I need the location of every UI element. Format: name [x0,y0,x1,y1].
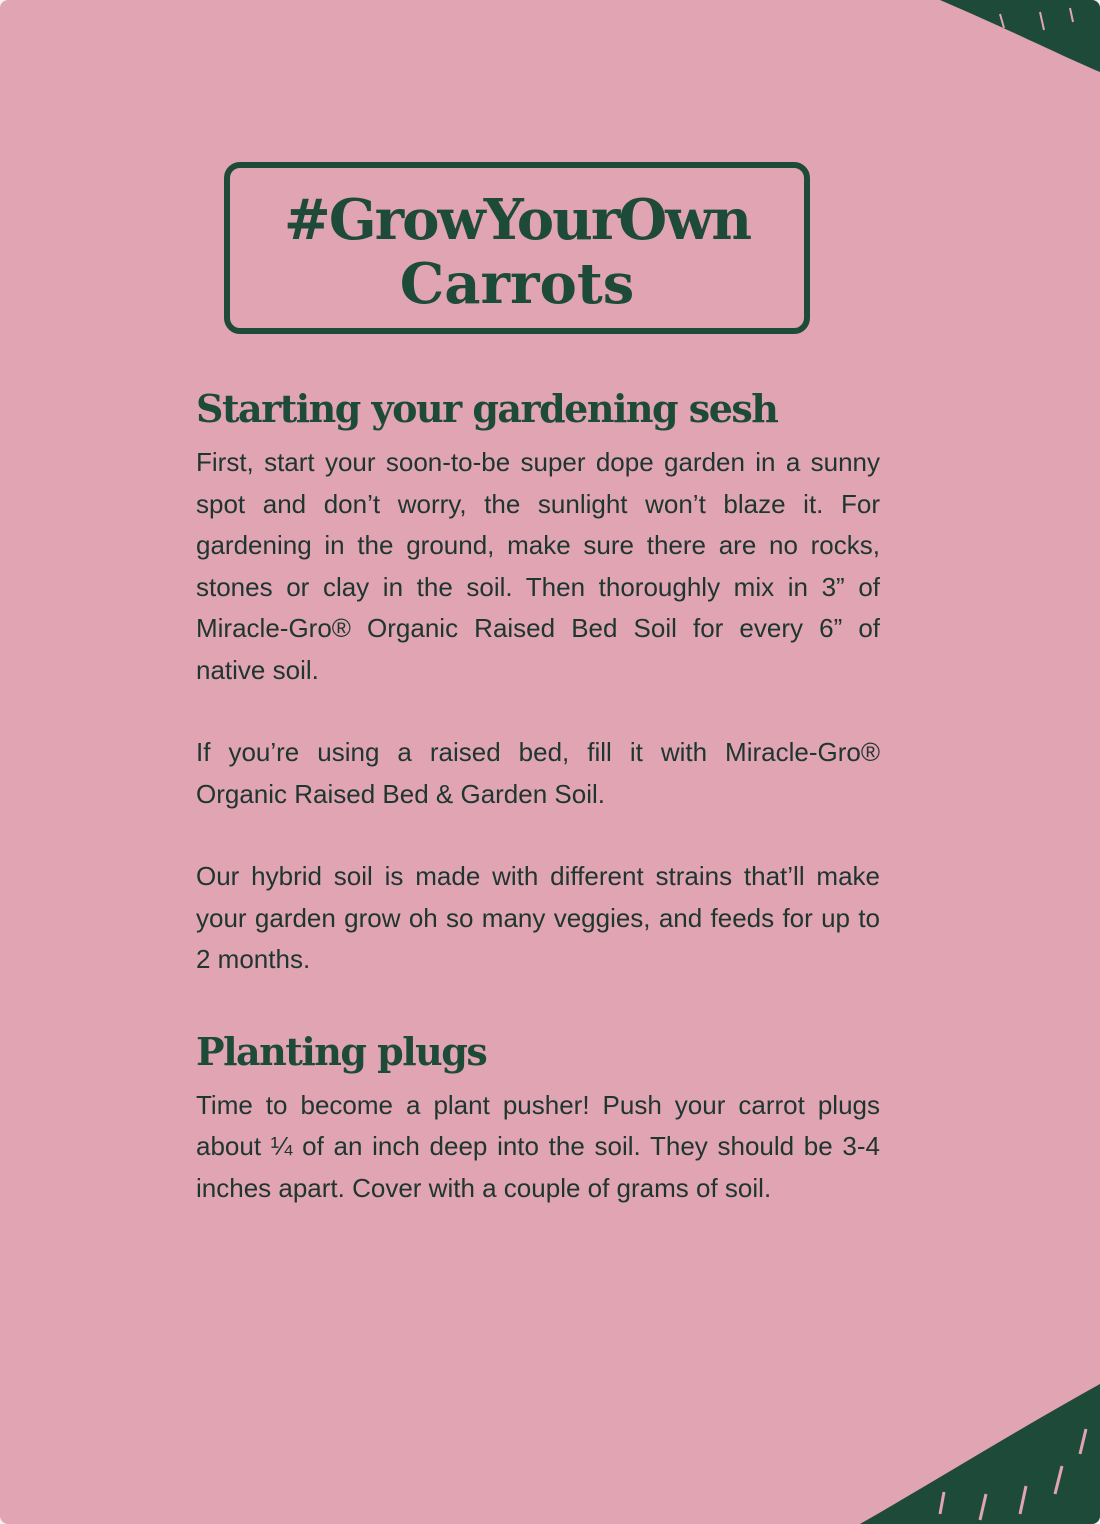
leaf-corner-bottom-right [840,1374,1100,1524]
paragraph-hybrid-soil: Our hybrid soil is made with different strains that’ll make your garden grow oh so many veggies, and feeds for up to 2 months. [196,861,880,974]
leaf-corner-top-right [940,0,1100,90]
content [196,384,880,1209]
title-stamp [224,162,810,334]
stamp-title-line1: #GrowYourOwn [283,187,751,253]
section-heading-starting: Starting your gardening sesh [196,386,778,431]
paragraph-planting-plugs: Time to become a plant pusher! Push your carrot plugs about ¼ of an inch deep into the soil. They should be 3-4 inches apart. Cover with a couple of grams of soil. [196,1089,880,1203]
paragraph-start-garden: First, start your soon-to-be super dope garden in a sunny spot and don’t worry, the sunlight won’t blaze it. For gardening in the ground, make sure there are no rocks, stones or clay in the soil. Then thoroughly mix in 3” of Miracle-Gro® Organic Raised Bed Soil for every 6” of native soil. [196,447,880,685]
section-heading-planting: Planting plugs [196,1028,487,1074]
paragraph-raised-bed: If you’re using a raised bed, fill it with Miracle-Gro® Organic Raised Bed & Garden Soil. [196,737,880,809]
stamp-title-line2: Carrots [399,251,635,317]
